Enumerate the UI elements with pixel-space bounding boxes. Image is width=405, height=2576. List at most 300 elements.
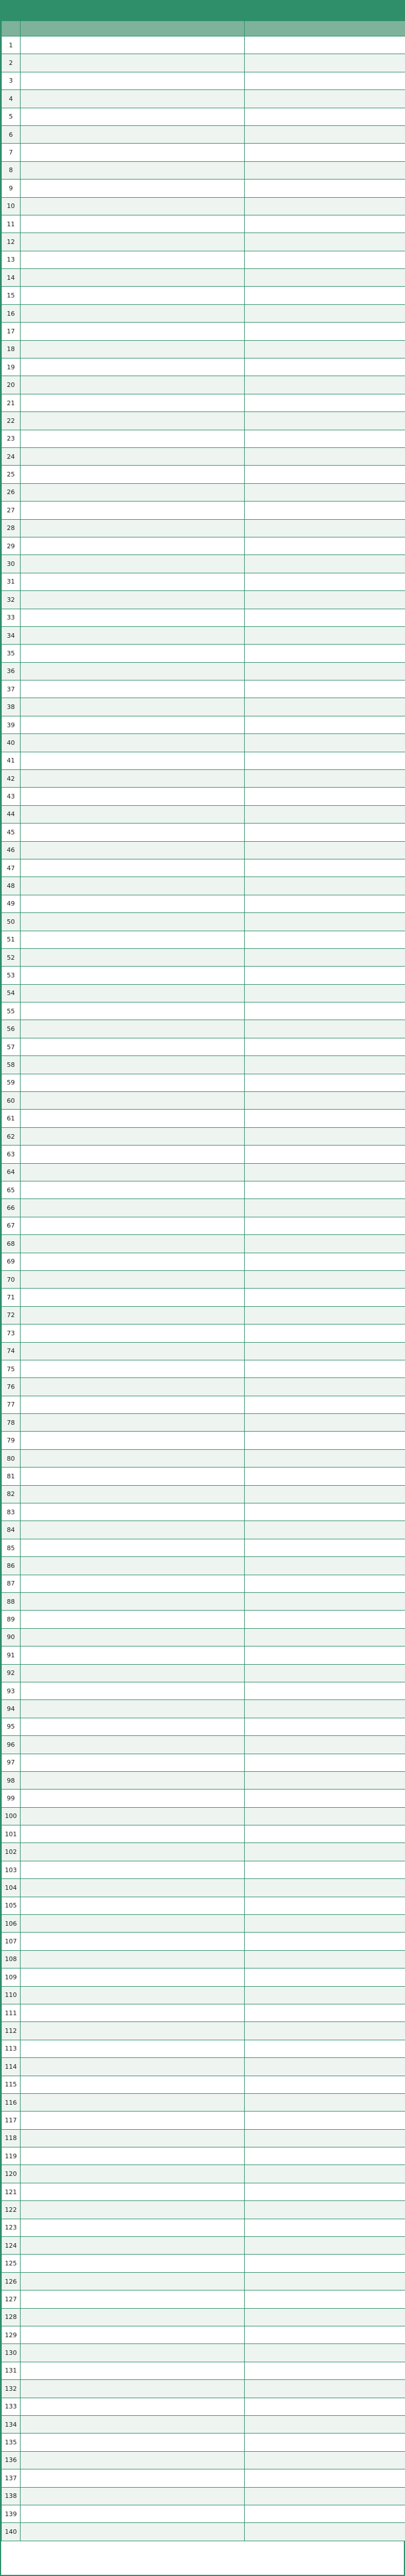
organizer-name [245, 1915, 405, 1933]
table-row [2, 180, 405, 197]
activity-name [21, 1146, 245, 1163]
activity-name [21, 1449, 245, 1467]
row-number: 95 [2, 1718, 21, 1735]
activity-name [21, 1807, 245, 1825]
row-number: 105 [2, 1897, 21, 1914]
row-number: 127 [2, 2290, 21, 2308]
table-row [2, 1736, 405, 1754]
activity-name [21, 1843, 245, 1861]
activity-name [21, 1432, 245, 1449]
row-number: 130 [2, 2344, 21, 2362]
row-number: 22 [2, 412, 21, 430]
activity-name [21, 609, 245, 626]
activity-name [21, 72, 245, 89]
activity-name [21, 877, 245, 895]
organizer-name [245, 1038, 405, 1055]
table-row [2, 1950, 405, 1968]
organizer-name [245, 1270, 405, 1288]
table-row [2, 1557, 405, 1575]
table-row [2, 2112, 405, 2129]
activity-name [21, 1592, 245, 1610]
activity-name [21, 1646, 245, 1664]
table-row [2, 1342, 405, 1360]
activity-name [21, 412, 245, 430]
organizer-name [245, 1950, 405, 1968]
activity-name [21, 1360, 245, 1377]
activity-name [21, 931, 245, 948]
row-number: 53 [2, 967, 21, 984]
row-number: 18 [2, 340, 21, 358]
organizer-name [245, 662, 405, 680]
organizer-name [245, 1002, 405, 1020]
row-number: 117 [2, 2112, 21, 2129]
row-number: 71 [2, 1289, 21, 1306]
table-row [2, 2505, 405, 2522]
table-row [2, 2147, 405, 2165]
table-row [2, 1253, 405, 1270]
activity-name [21, 2112, 245, 2129]
activity-name [21, 2344, 245, 2362]
table-row [2, 1503, 405, 1521]
organizer-name [245, 2523, 405, 2541]
table-row [2, 358, 405, 376]
organizer-name [245, 1414, 405, 1432]
organizer-name [245, 1807, 405, 1825]
activity-name [21, 1163, 245, 1181]
activity-name [21, 626, 245, 644]
table-row [2, 1468, 405, 1485]
organizer-name [245, 519, 405, 537]
activity-name [21, 555, 245, 573]
table-row [2, 1521, 405, 1539]
table-row [2, 1056, 405, 1074]
activity-name [21, 2523, 245, 2541]
row-number: 103 [2, 1861, 21, 1878]
row-number: 14 [2, 269, 21, 287]
activity-name [21, 1056, 245, 1074]
organizer-name [245, 734, 405, 752]
row-number: 75 [2, 1360, 21, 1377]
organizer-name [245, 1611, 405, 1628]
activity-name [21, 1485, 245, 1503]
activity-name [21, 1754, 245, 1771]
organizer-name [245, 1485, 405, 1503]
column-header-organizer [245, 21, 405, 36]
row-number: 89 [2, 1611, 21, 1628]
organizer-name [245, 2415, 405, 2433]
row-number: 123 [2, 2219, 21, 2236]
row-number: 68 [2, 1235, 21, 1253]
organizer-name [245, 967, 405, 984]
table-row [2, 967, 405, 984]
table-row [2, 537, 405, 555]
table-row [2, 108, 405, 125]
organizer-name [245, 2040, 405, 2057]
table-row [2, 1575, 405, 1592]
table-row [2, 72, 405, 89]
organizer-name [245, 2093, 405, 2111]
table-row [2, 2487, 405, 2505]
organizer-name [245, 340, 405, 358]
row-number: 12 [2, 233, 21, 251]
activity-name [21, 1628, 245, 1646]
table-row [2, 2398, 405, 2415]
activity-name [21, 805, 245, 823]
activity-name [21, 1933, 245, 1950]
row-number: 47 [2, 859, 21, 877]
organizer-name [245, 2022, 405, 2040]
row-number: 39 [2, 716, 21, 733]
organizer-name [245, 931, 405, 948]
row-number: 30 [2, 555, 21, 573]
table-row [2, 1146, 405, 1163]
table-row [2, 1682, 405, 1699]
activity-name [21, 2093, 245, 2111]
row-number: 5 [2, 108, 21, 125]
organizer-name [245, 2326, 405, 2344]
row-number: 97 [2, 1754, 21, 1771]
organizer-name [245, 251, 405, 268]
organizer-name [245, 609, 405, 626]
activity-name [21, 824, 245, 841]
table-header [2, 21, 405, 36]
activity-name [21, 1521, 245, 1539]
organizer-name [245, 2058, 405, 2076]
organizer-name [245, 1217, 405, 1234]
organizer-name [245, 1468, 405, 1485]
activity-name [21, 716, 245, 733]
table-row [2, 1539, 405, 1556]
row-number: 29 [2, 537, 21, 555]
organizer-name [245, 1432, 405, 1449]
activity-name [21, 984, 245, 1002]
row-number: 37 [2, 680, 21, 698]
table-row [2, 770, 405, 788]
table-row [2, 2093, 405, 2111]
table-row [2, 1163, 405, 1181]
organizer-name [245, 1861, 405, 1878]
activity-name [21, 841, 245, 859]
organizer-name [245, 2344, 405, 2362]
row-number: 119 [2, 2147, 21, 2165]
organizer-name [245, 1575, 405, 1592]
activity-name [21, 180, 245, 197]
table-row [2, 2129, 405, 2147]
row-number: 32 [2, 591, 21, 609]
organizer-name [245, 2183, 405, 2200]
activity-name [21, 770, 245, 788]
activity-name [21, 1414, 245, 1432]
table-row [2, 877, 405, 895]
table-row [2, 519, 405, 537]
activity-name [21, 2451, 245, 2469]
organizer-name [245, 1092, 405, 1110]
row-number: 96 [2, 1736, 21, 1754]
row-number: 45 [2, 824, 21, 841]
table-row [2, 502, 405, 519]
activity-name [21, 645, 245, 662]
activity-name [21, 2165, 245, 2183]
activity-name [21, 2219, 245, 2236]
organizer-name [245, 2451, 405, 2469]
row-number: 107 [2, 1933, 21, 1950]
row-number: 9 [2, 180, 21, 197]
activity-name [21, 698, 245, 716]
table-row [2, 2183, 405, 2200]
table-row [2, 662, 405, 680]
activity-name [21, 36, 245, 54]
activity-name [21, 144, 245, 161]
organizer-name [245, 1289, 405, 1306]
table-row [2, 2523, 405, 2541]
table-row [2, 1432, 405, 1449]
table-row [2, 144, 405, 161]
table-row [2, 197, 405, 215]
organizer-name [245, 197, 405, 215]
activity-name [21, 573, 245, 590]
organizer-name [245, 788, 405, 805]
activity-name [21, 1557, 245, 1575]
organizer-name [245, 2380, 405, 2398]
organizer-name [245, 1825, 405, 1843]
table-row [2, 466, 405, 483]
organizer-name [245, 1378, 405, 1396]
activity-name [21, 251, 245, 268]
table-row [2, 2022, 405, 2040]
organizer-name [245, 1127, 405, 1145]
organizer-name [245, 805, 405, 823]
organizer-name [245, 913, 405, 931]
organizer-name [245, 466, 405, 483]
row-number: 42 [2, 770, 21, 788]
table-row [2, 1771, 405, 1789]
row-number: 82 [2, 1485, 21, 1503]
table-row [2, 251, 405, 268]
organizer-name [245, 1163, 405, 1181]
table-row [2, 2165, 405, 2183]
organizer-name [245, 1664, 405, 1682]
row-number: 8 [2, 161, 21, 179]
table-row [2, 1020, 405, 1038]
row-number: 52 [2, 948, 21, 966]
activity-name [21, 358, 245, 376]
organizer-name [245, 1253, 405, 1270]
row-number: 111 [2, 2004, 21, 2021]
activity-name [21, 1682, 245, 1699]
row-number: 7 [2, 144, 21, 161]
table-row [2, 1664, 405, 1682]
table-row [2, 447, 405, 465]
table-row [2, 233, 405, 251]
row-number: 102 [2, 1843, 21, 1861]
organizer-name [245, 1897, 405, 1914]
table-row [2, 609, 405, 626]
table-row [2, 1360, 405, 1377]
row-number: 1 [2, 36, 21, 54]
table-row [2, 2469, 405, 2487]
organizer-name [245, 698, 405, 716]
table-row [2, 1879, 405, 1897]
row-number: 21 [2, 394, 21, 411]
organizer-name [245, 2201, 405, 2219]
table-row [2, 36, 405, 54]
table-row [2, 483, 405, 501]
table-row [2, 90, 405, 108]
row-number: 129 [2, 2326, 21, 2344]
row-number: 77 [2, 1396, 21, 1413]
organizer-name [245, 2398, 405, 2415]
table-row [2, 1790, 405, 1807]
column-header-activity [21, 21, 245, 36]
activity-name [21, 2255, 245, 2272]
activity-name [21, 108, 245, 125]
row-number: 48 [2, 877, 21, 895]
organizer-name [245, 591, 405, 609]
row-number: 16 [2, 304, 21, 322]
organizer-name [245, 1986, 405, 2004]
activity-name [21, 466, 245, 483]
activity-name [21, 913, 245, 931]
table-row [2, 2237, 405, 2255]
row-number: 109 [2, 1968, 21, 1986]
table-row [2, 752, 405, 769]
row-number: 2 [2, 54, 21, 72]
table-row [2, 1700, 405, 1718]
organizer-name [245, 1235, 405, 1253]
table-row [2, 680, 405, 698]
activity-name [21, 2487, 245, 2505]
table-row [2, 1592, 405, 1610]
row-number: 79 [2, 1432, 21, 1449]
activity-name [21, 1664, 245, 1682]
row-number: 36 [2, 662, 21, 680]
table-row [2, 125, 405, 143]
row-number: 90 [2, 1628, 21, 1646]
activity-name [21, 1700, 245, 1718]
organizer-name [245, 1754, 405, 1771]
activity-name [21, 519, 245, 537]
table-row [2, 1127, 405, 1145]
activity-name [21, 1235, 245, 1253]
table-row [2, 1217, 405, 1234]
activity-name [21, 2290, 245, 2308]
organizer-name [245, 1521, 405, 1539]
table-row [2, 2201, 405, 2219]
row-number: 70 [2, 1270, 21, 1288]
organizer-name [245, 72, 405, 89]
row-number: 131 [2, 2362, 21, 2379]
row-number: 84 [2, 1521, 21, 1539]
table-row [2, 1933, 405, 1950]
table-row [2, 1611, 405, 1628]
row-number: 78 [2, 1414, 21, 1432]
row-number: 33 [2, 609, 21, 626]
activity-name [21, 1539, 245, 1556]
row-number: 104 [2, 1879, 21, 1897]
activity-name [21, 1342, 245, 1360]
table-row [2, 2004, 405, 2021]
organizer-name [245, 2290, 405, 2308]
row-number: 136 [2, 2451, 21, 2469]
activity-name [21, 447, 245, 465]
table-row [2, 573, 405, 590]
organizer-name [245, 358, 405, 376]
table-row [2, 2451, 405, 2469]
organizer-name [245, 1074, 405, 1091]
activity-name [21, 125, 245, 143]
activity-name [21, 1950, 245, 1968]
table-row [2, 269, 405, 287]
activity-name [21, 2040, 245, 2057]
table-row [2, 1270, 405, 1288]
activity-name [21, 1968, 245, 1986]
activity-name [21, 1718, 245, 1735]
table-row [2, 2255, 405, 2272]
activity-name [21, 483, 245, 501]
row-number: 64 [2, 1163, 21, 1181]
activity-name [21, 591, 245, 609]
table-row [2, 805, 405, 823]
table-row [2, 287, 405, 304]
activity-name [21, 2022, 245, 2040]
organizer-name [245, 680, 405, 698]
organizer-name [245, 2362, 405, 2379]
row-number: 19 [2, 358, 21, 376]
organizer-name [245, 1199, 405, 1217]
table-row [2, 1002, 405, 1020]
activity-name [21, 1468, 245, 1485]
table-row [2, 1754, 405, 1771]
table-row [2, 1038, 405, 1055]
row-number: 128 [2, 2308, 21, 2326]
table-row [2, 323, 405, 340]
row-number: 55 [2, 1002, 21, 1020]
table-row [2, 304, 405, 322]
organizer-name [245, 144, 405, 161]
organizer-name [245, 1736, 405, 1754]
organizer-name [245, 161, 405, 179]
row-number: 3 [2, 72, 21, 89]
activity-name [21, 662, 245, 680]
organizer-name [245, 180, 405, 197]
activity-name [21, 1575, 245, 1592]
organizer-name [245, 2469, 405, 2487]
row-number: 38 [2, 698, 21, 716]
row-number: 51 [2, 931, 21, 948]
activity-name [21, 1181, 245, 1199]
organizer-name [245, 1342, 405, 1360]
table-row [2, 1986, 405, 2004]
table-row [2, 161, 405, 179]
activity-name [21, 1074, 245, 1091]
activity-name [21, 2076, 245, 2093]
row-number: 6 [2, 125, 21, 143]
row-number: 66 [2, 1199, 21, 1217]
organizer-name [245, 2272, 405, 2290]
activity-name [21, 1825, 245, 1843]
activity-name [21, 287, 245, 304]
table-row [2, 1235, 405, 1253]
organizer-name [245, 1396, 405, 1413]
table-row [2, 2362, 405, 2379]
row-number: 61 [2, 1110, 21, 1127]
organizer-name [245, 447, 405, 465]
table-row [2, 2040, 405, 2057]
activity-name [21, 1897, 245, 1914]
organizer-name [245, 1879, 405, 1897]
activity-name [21, 1396, 245, 1413]
table-row [2, 2290, 405, 2308]
